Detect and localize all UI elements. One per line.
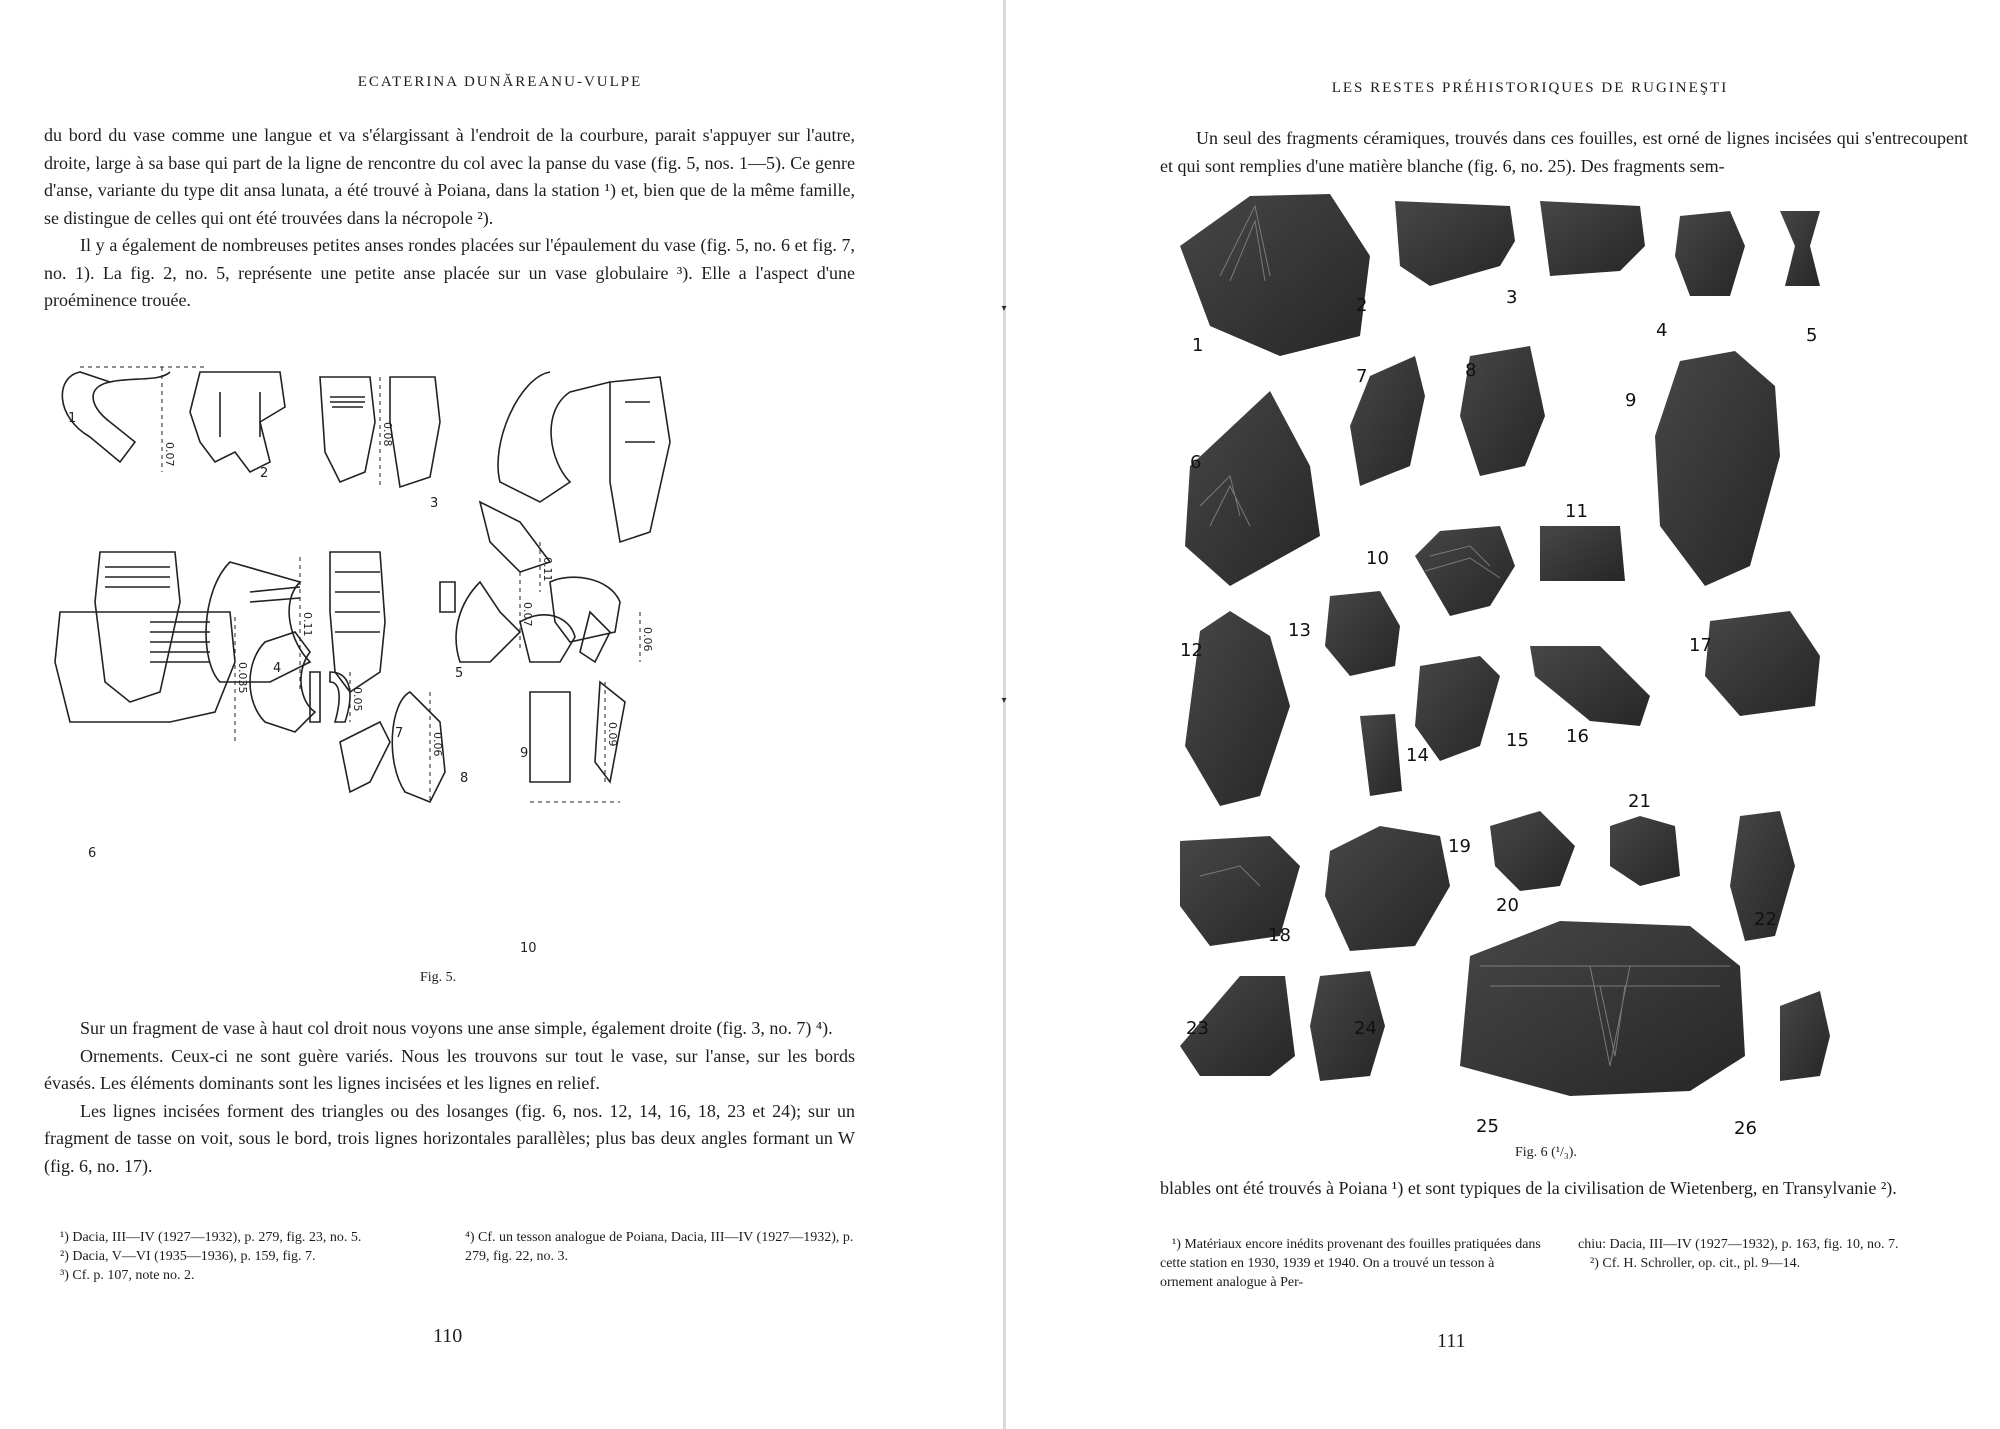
fig6-label-16: 16 [1566, 726, 1589, 747]
gutter-mark-top: ▾ [1001, 303, 1007, 314]
fig5-label-10: 10 [520, 941, 537, 956]
figure-6-plate [1170, 186, 1965, 1141]
left-paragraph-3: Sur un fragment de vase à haut col droit nous voyons une anse simple, également droite (fig. 3, no. 7) ⁴). [80, 1018, 833, 1038]
fig5-label-8: 8 [460, 771, 469, 786]
fig6-label-22: 22 [1754, 909, 1777, 930]
fig6-label-8: 8 [1465, 360, 1477, 381]
left-paragraph-2: Il y a également de nombreuses petites anses rondes placées sur l'épaulement du vase (fig. 5, no. 6 et fig. 7, no. 1). La fig. 2, no. 5, représente une petite anse placée sur un vase globulaire ³). Elle a l'aspect d'une proéminence trouée. [44, 235, 855, 310]
page-number-right: 111 [1437, 1330, 1466, 1352]
fig5-dim-4: 0.11 [301, 612, 314, 637]
gutter-mark-bottom: ▾ [1001, 695, 1007, 706]
fig6-label-2: 2 [1356, 295, 1368, 316]
fig6-label-5: 5 [1806, 325, 1818, 346]
right-footnotes-col2 [1578, 1235, 1968, 1273]
fig6-label-21: 21 [1628, 791, 1651, 812]
right-paragraph-2: blables ont été trouvés à Poiana ¹) et sont typiques de la civilisation de Wietenberg, en Transylvanie ²). [1160, 1178, 1897, 1198]
right-footnote-1: ¹) Matériaux encore inédits provenant des fouilles pratiquées dans cette station en 1930, 1939 et 1940. On a trouvé un tesson à ornement analogue à Per- [1160, 1237, 1541, 1290]
left-footnote-2: ²) Dacia, V—VI (1935—1936), p. 159, fig. 7. [60, 1249, 316, 1264]
fig5-label-7: 7 [395, 726, 404, 741]
fig6-label-4: 4 [1656, 320, 1668, 341]
running-head-right: LES RESTES PRÉHISTORIQUES DE RUGINEŞTI [1331, 80, 1729, 96]
right-footnote-1-cont: chiu: Dacia, III—IV (1927—1932), p. 163, fig. 10, no. 7. [1578, 1237, 1899, 1252]
left-footnote-4: ⁴) Cf. un tesson analogue de Poiana, Dacia, III—IV (1927—1932), p. 279, fig. 22, no. 3. [465, 1230, 854, 1264]
left-footnotes-col2 [465, 1228, 855, 1266]
book-gutter [1003, 0, 1006, 1429]
fig6-label-3: 3 [1506, 287, 1518, 308]
right-footnotes-col1 [1160, 1235, 1550, 1292]
running-head-left: ECATERINA DUNĂREANU-VULPE [357, 74, 643, 90]
right-text-bottom [1160, 1175, 1968, 1203]
fig6-label-24: 24 [1354, 1018, 1377, 1039]
fig5-dim-10: 0.06 [641, 627, 654, 652]
fig6-caption: Fig. 6 (¹/₃). [1515, 1145, 1577, 1160]
fig6-label-23: 23 [1186, 1018, 1209, 1039]
page-number-left: 110 [433, 1325, 463, 1347]
fig5-label-4: 4 [273, 661, 282, 676]
fig5-caption: Fig. 5. [420, 970, 457, 985]
left-paragraph-1: du bord du vase comme une langue et va s'élargissant à l'endroit de la courbure, parait s'appuyer sur l'autre, droite, large à sa base qui part de la ligne de rencontre du col avec la panse du vase (fig. 5, nos. 1—5). Ce genre d'anse, variante du type dit ansa lunata, a été trouvé à Poiana, dans la station ¹) et, bien que de la même famille, se distingue de celles qui ont été trouvées dans la nécropole ²). [44, 125, 855, 228]
figure-6-svg [1170, 186, 1965, 1141]
left-footnotes-col1 [60, 1228, 440, 1285]
fig6-label-26: 26 [1734, 1118, 1757, 1139]
fig6-label-25: 25 [1476, 1116, 1499, 1137]
fig5-dim-6: 0.035 [236, 662, 249, 694]
fig5-label-2: 2 [260, 466, 269, 481]
left-paragraph-5: Les lignes incisées forment des triangles ou des losanges (fig. 6, nos. 12, 14, 16, 18, 23 et 24); sur un fragment de tasse on voit, sous le bord, trois lignes horizontales parallèles; plus bas deux angles formant un W (fig. 6, no. 17). [44, 1100, 855, 1176]
left-text-top [44, 122, 855, 315]
fig5-dim-8: 0.06 [431, 732, 444, 757]
fig5-dim-2: 0.08 [381, 422, 394, 447]
fig6-label-18: 18 [1268, 925, 1291, 946]
fig5-label-1: 1 [68, 411, 77, 426]
fig5-label-9: 9 [520, 746, 529, 761]
figure-5-drawings [50, 362, 860, 962]
fig6-label-19: 19 [1448, 836, 1471, 857]
fig6-label-17: 17 [1689, 635, 1712, 656]
fig5-dim-3: 0.11 [541, 557, 554, 582]
right-page [1010, 0, 2000, 1429]
fig6-label-1: 1 [1192, 335, 1204, 356]
right-paragraph-1: Un seul des fragments céramiques, trouvés dans ces fouilles, est orné de lignes incisées qui s'entrecoupent et qui sont remplies d'une matière blanche (fig. 6, no. 25). Des fragments sem- [1160, 128, 1968, 176]
fig5-dim-5: 0.07 [521, 602, 534, 627]
right-footnote-2: ²) Cf. H. Schroller, op. cit., pl. 9—14. [1590, 1256, 1801, 1271]
fig6-label-20: 20 [1496, 895, 1519, 916]
left-footnote-3: ³) Cf. p. 107, note no. 2. [60, 1268, 195, 1283]
fig5-dim-1: 0.07 [163, 442, 176, 467]
left-text-bottom [44, 1015, 855, 1180]
fig6-label-10: 10 [1366, 548, 1389, 569]
left-paragraph-4: Ornements. Ceux-ci ne sont guère variés. Nous les trouvons sur tout le vase, sur l'anse, sur les bords évasés. Les éléments dominants sont les lignes incisées et les lignes en relief. [44, 1045, 855, 1093]
fig5-label-5: 5 [455, 666, 464, 681]
figure-5-svg [50, 362, 860, 962]
fig6-label-9: 9 [1625, 390, 1637, 411]
fig6-label-12: 12 [1180, 640, 1203, 661]
left-footnote-1: ¹) Dacia, III—IV (1927—1932), p. 279, fig. 23, no. 5. [60, 1230, 362, 1245]
fig5-label-6: 6 [88, 846, 97, 861]
fig5-label-3: 3 [430, 496, 439, 511]
right-text-top [1160, 125, 1968, 180]
fig5-dim-7: 0.05 [351, 687, 364, 712]
fig6-label-7: 7 [1356, 366, 1368, 387]
fig6-label-11: 11 [1565, 501, 1588, 522]
fig6-label-15: 15 [1506, 730, 1529, 751]
fig5-dim-9: 0.09 [606, 722, 619, 747]
fig6-label-14: 14 [1406, 745, 1429, 766]
fig6-label-13: 13 [1288, 620, 1311, 641]
fig6-label-6: 6 [1190, 452, 1202, 473]
